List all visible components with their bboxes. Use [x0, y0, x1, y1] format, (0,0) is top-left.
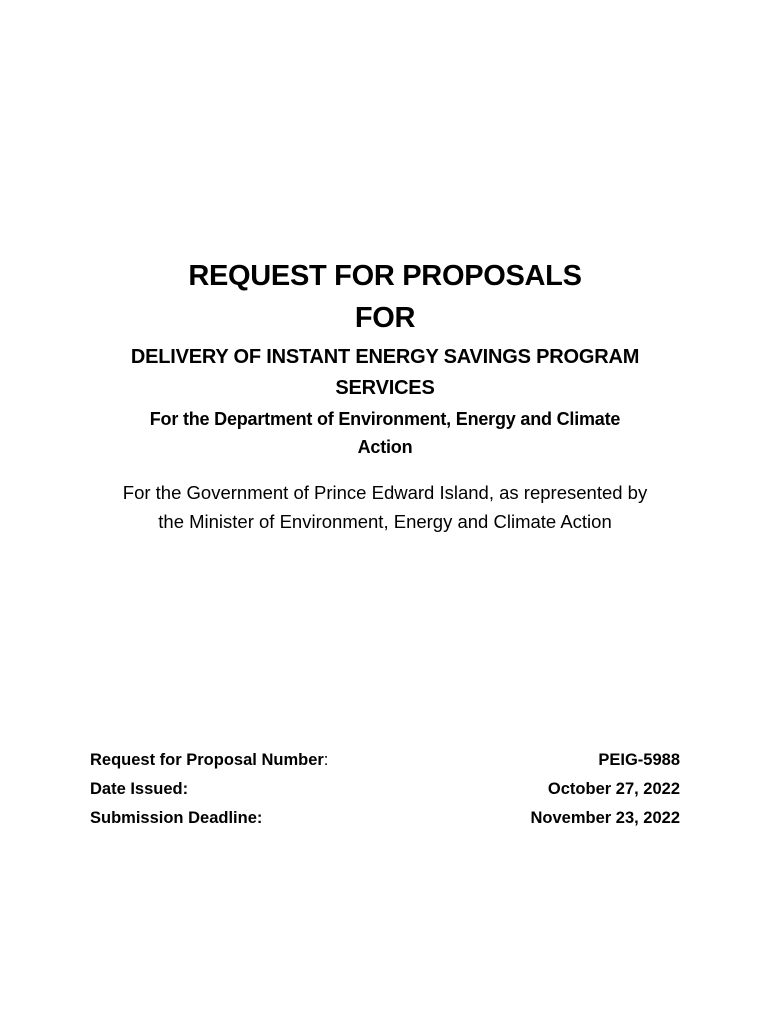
rfp-number-value: PEIG-5988: [598, 751, 680, 769]
government-line-1: For the Government of Prince Edward Island, as represented by: [122, 482, 648, 503]
government-statement: [80, 478, 690, 536]
deadline-label: Submission Deadline:: [90, 809, 263, 827]
rfp-number-label-wrap: [90, 746, 328, 775]
document-subtitle: [80, 342, 690, 404]
subtitle-line-2: SERVICES: [335, 377, 435, 399]
department-line-1: For the Department of Environment, Energy and Climate: [149, 409, 621, 429]
rfp-details: [90, 746, 680, 833]
subtitle-line-1: DELIVERY OF INSTANT ENERGY SAVINGS PROGRAM: [130, 346, 640, 368]
department-line-2: Action: [357, 437, 413, 457]
date-issued-label: Date Issued:: [90, 780, 189, 798]
rfp-number-row: [90, 746, 680, 775]
deadline-value: November 23, 2022: [530, 809, 680, 827]
rfp-number-colon: :: [323, 751, 329, 769]
department-heading: [80, 405, 690, 461]
rfp-number-label: Request for Proposal Number: [90, 751, 324, 769]
date-issued-row: [90, 775, 680, 804]
title-line-2: FOR: [354, 302, 416, 334]
deadline-row: [90, 804, 680, 833]
government-line-2: the Minister of Environment, Energy and Climate Action: [158, 511, 612, 532]
date-issued-value: October 27, 2022: [547, 780, 680, 798]
document-title: [80, 255, 690, 339]
title-line-1: REQUEST FOR PROPOSALS: [188, 260, 582, 292]
